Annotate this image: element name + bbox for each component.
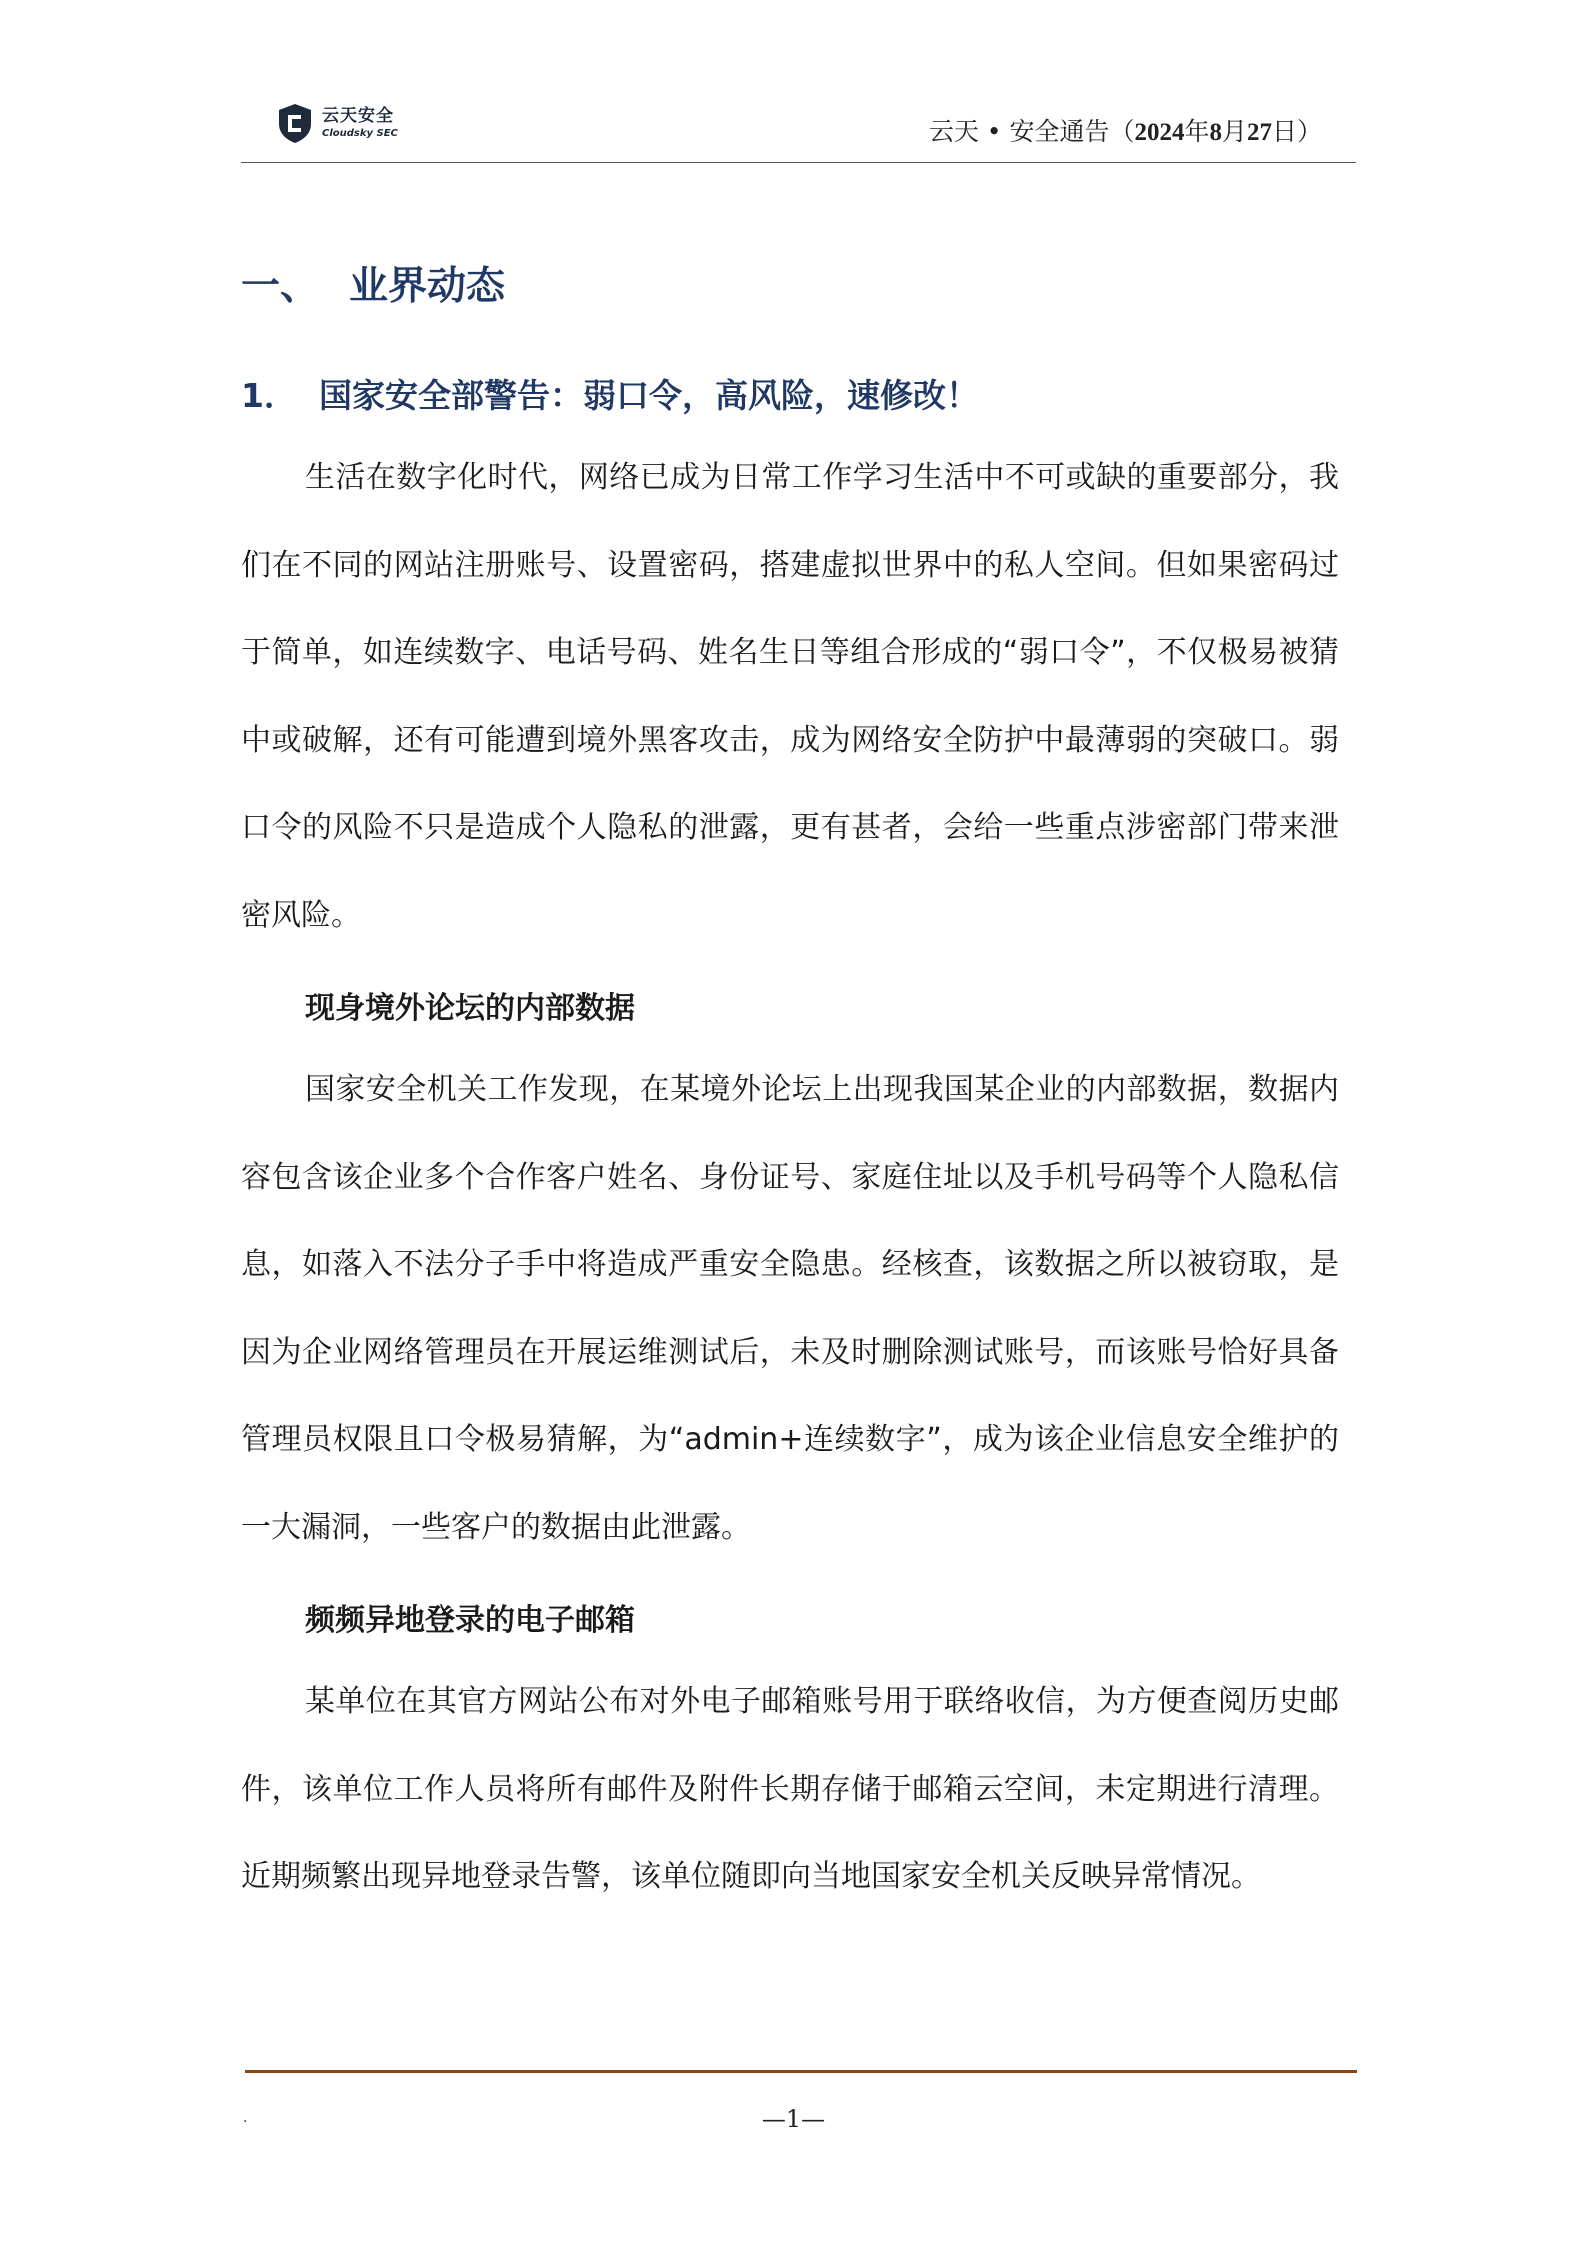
paragraph-intro: 生活在数字化时代，网络已成为日常工作学习生活中不可或缺的重要部分，我们在不同的网站注册账号、设置密码，搭建虚拟世界中的私人空间。但如果密码过于简单，如连续数字、电话号码、姓名生日等组合形成的“弱口令”，不仅极易被猜中或破解，还有可能遭到境外黑客攻击，成为网络安全防护中最薄弱的突破口。弱口令的风险不只是造成个人隐私的泄露，更有甚者，会给一些重点涉密部门带来泄密风险。 (241, 460, 1339, 933)
section-heading (241, 255, 505, 311)
paragraph-forum-data: 国家安全机关工作发现，在某境外论坛上出现我国某企业的内部数据，数据内容包含该企业多个合作客户姓名、身份证号、家庭住址以及手机号码等个人隐私信息，如落入不法分子手中将造成严重安全隐患。经核查，该数据之所以被窃取，是因为企业网络管理员在开展运维测试后，未及时删除测试账号，而该账号恰好具备管理员权限且口令极易猜解，为“admin+连续数字”，成为该企业信息安全维护的一大漏洞，一些客户的数据由此泄露。 (241, 1072, 1339, 1545)
shield-logo-icon (276, 102, 314, 144)
subheading-email: 频频异地登录的电子邮箱 (305, 1603, 635, 1638)
article-heading (241, 370, 979, 417)
bulletin-month: 8 (1209, 119, 1222, 146)
article-number: 1． (241, 376, 297, 415)
page-header (241, 92, 1356, 162)
article-title: 国家安全部警告：弱口令，高风险，速修改！ (319, 376, 979, 415)
bulletin-year: 2024 (1134, 119, 1185, 146)
bulletin-title (929, 112, 1322, 148)
bulletin-title-prefix: 云天 • 安全通告（ (928, 117, 1135, 146)
bulletin-month-unit: 月 (1221, 117, 1247, 146)
section-number: 一、 (241, 264, 320, 309)
logo-english-text: Cloudsky SEC (322, 127, 398, 139)
footer-divider (245, 2070, 1357, 2073)
logo-chinese-text: 云天安全 (322, 105, 394, 126)
subheading-forum-data: 现身境外论坛的内部数据 (305, 991, 635, 1026)
section-title: 业界动态 (349, 264, 506, 309)
logo (276, 100, 398, 146)
page-number: —1— (761, 2105, 826, 2133)
bulletin-day: 27 (1246, 119, 1272, 146)
bulletin-year-unit: 年 (1184, 117, 1210, 146)
footer-dot: . (243, 2110, 248, 2126)
bulletin-title-suffix: 日） (1271, 117, 1322, 146)
paragraph-email: 某单位在其官方网站公布对外电子邮箱账号用于联络收信，为方便查阅历史邮件，该单位工作人员将所有邮件及附件长期存储于邮箱云空间，未定期进行清理。近期频繁出现异地登录告警，该单位随即向当地国家安全机关反映异常情况。 (241, 1684, 1339, 1894)
header-divider (241, 162, 1356, 163)
